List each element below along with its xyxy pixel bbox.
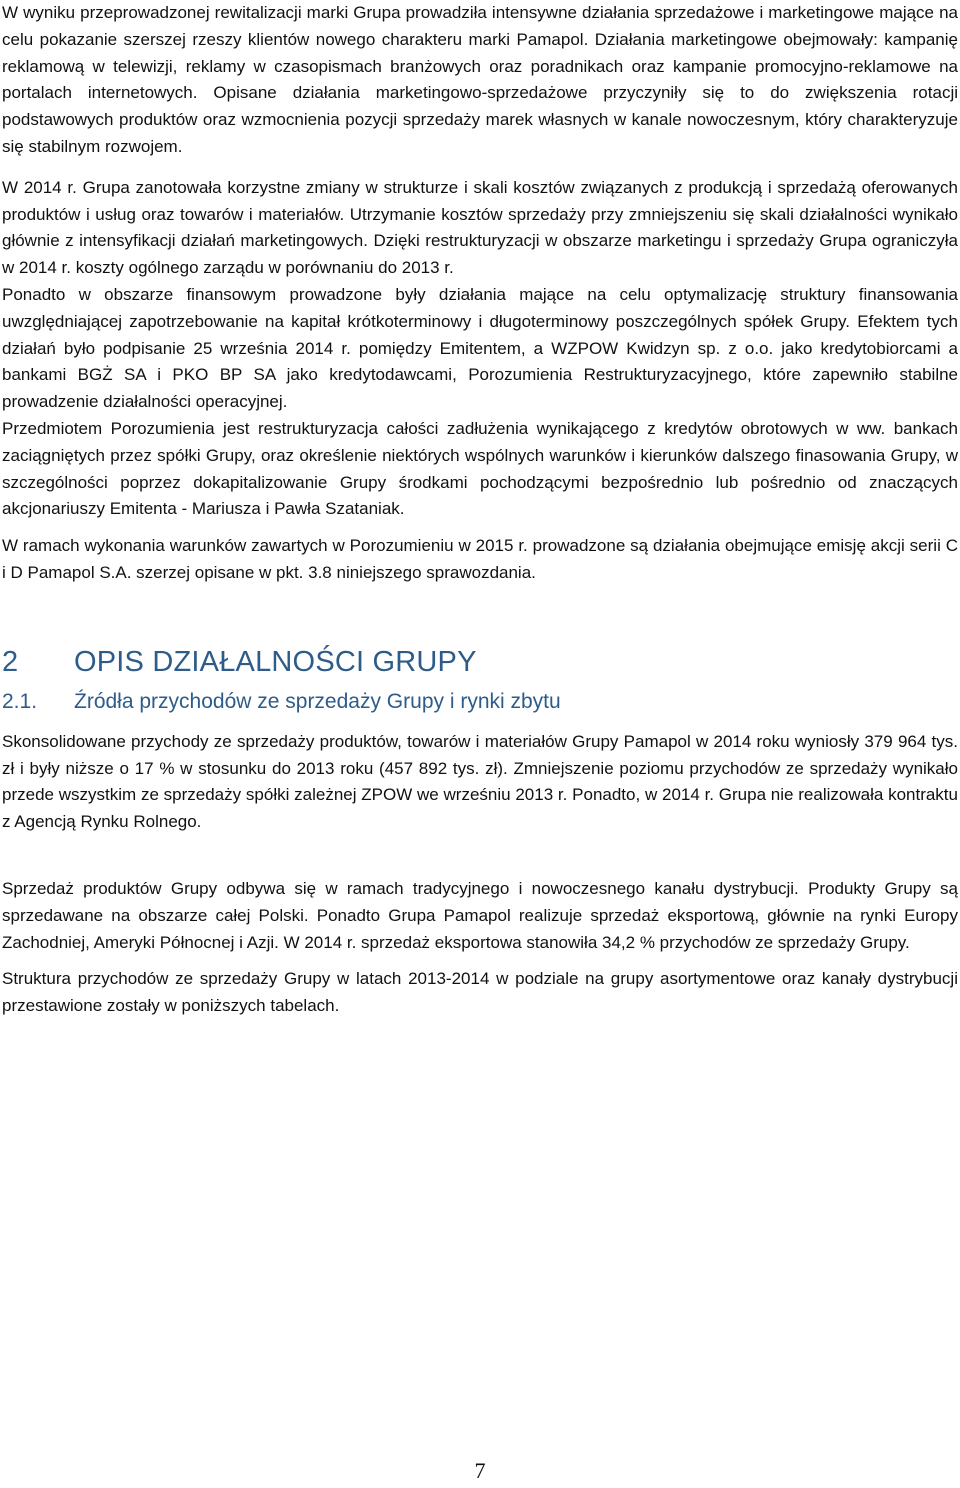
paragraph-distribution: Sprzedaż produktów Grupy odbywa się w ramach tradycyjnego i nowoczesnego kanału dystrybucji. Produkty Grupy są sprzedawane na obszarze całej Polski. Ponadto Grupa Pamapol realizuje sprzedaż eksportową, głównie na rynki Europy Zachodniej, Ameryki Północnej i Azji. W 2014 r. sprzedaż eksportowa stanowiła 34,2 % przychodów ze sprzedaży Grupy. — [2, 878, 958, 952]
paragraph-financing: Ponadto w obszarze finansowym prowadzone były działania mające na celu optymalizację struktury finansowania uwzględniającej zapotrzebowanie na kapitał krótkoterminowy i długoterminowy poszczególnych spółek Grupy. Efektem tych działań było podpisanie 25 września 2014 r. pomiędzy Emitentem, a WZPOW Kwidzyn sp. z o.o. jako kredytobiorcami a bankami BGŻ SA i PKO BP SA jako kredytodawcami, Porozumienia Restrukturyzacyjnego, które zapewniło stabilne prowadzenie działalności operacyjnej. — [2, 284, 958, 412]
subsection-number: 2.1. — [2, 689, 38, 713]
paragraph-revenue: Skonsolidowane przychody ze sprzedaży produktów, towarów i materiałów Grupy Pamapol w 2014 roku wyniosły 379 964 tys. zł i były niższe o 17 % w stosunku do 2013 roku (457 892 tys. zł). Zmniejszenie poziomu przychodów ze sprzedaży wynikało przede wszystkim ze sprzedaży spółki zależnej ZPOW we wrześniu 2013 r. Ponadto, w 2014 r. Grupa nie realizowała kontraktu z Agencją Rynku Rolnego. — [2, 731, 958, 832]
page-number: 7 — [474, 1458, 486, 1483]
section-title: OPIS DZIAŁALNOŚCI GRUPY — [74, 645, 477, 678]
section-heading — [2, 643, 958, 681]
paragraph-costs: W 2014 r. Grupa zanotowała korzystne zmiany w strukturze i skali kosztów związanych z produkcją i sprzedażą oferowanych produktów i usług oraz towarów i materiałów. Utrzymanie kosztów sprzedaży przy zmniejszeniu się skali działalności wynikało głównie z intensyfikacji działań marketingowych. Dzięki restrukturyzacji w obszarze marketingu i sprzedaży Grupa ograniczyła w 2014 r. koszty ogólnego zarządu w porównaniu do 2013 r. — [2, 177, 958, 278]
subsection-title: Źródła przychodów ze sprzedaży Grupy i rynki zbytu — [74, 689, 561, 713]
subsection-heading — [2, 687, 958, 717]
paragraph-marketing: W wyniku przeprowadzonej rewitalizacji marki Grupa prowadziła intensywne działania sprzedażowe i marketingowe mające na celu pokazanie szerszej rzeszy klientów nowego charakteru marki Pamapol. Działania marketingowe obejmowały: kampanię reklamową w telewizji, reklamy w czasopismach branżowych oraz poradnikach oraz kampanie promocyjno-reklamowe na portalach internetowych. Opisane działania marketingowo-sprzedażowe przyczyniły się to do zwiększenia rotacji podstawowych produktów oraz wzmocnienia pozycji sprzedaży marek własnych w kanale nowoczesnym, który charakteryzuje się stabilnym rozwojem. — [2, 3, 958, 156]
paragraph-structure: Struktura przychodów ze sprzedaży Grupy w latach 2013-2014 w podziale na grupy asortymentowe oraz kanały dystrybucji przestawione zostały w poniższych tabelach. — [2, 969, 958, 1016]
paragraph-share-issue: W ramach wykonania warunków zawartych w Porozumieniu w 2015 r. prowadzone są działania obejmujące emisję akcji serii C i D Pamapol S.A. szerzej opisane w pkt. 3.8 niniejszego sprawozdania. — [2, 536, 958, 582]
paragraph-agreement-subject: Przedmiotem Porozumienia jest restrukturyzacja całości zadłużenia wynikającego z kredytów obrotowych w ww. bankach zaciągniętych przez spółki Grupy, oraz określenie niektórych wspólnych warunków i kierunków dalszego finasowania Grupy, w szczególności poprzez dokapitalizowanie Grupy środkami pochodzącymi bezpośrednio lub pośrednio od znaczących akcjonariuszy Emitenta - Mariusza i Pawła Szataniak. — [2, 418, 958, 519]
section-number: 2 — [2, 645, 19, 678]
